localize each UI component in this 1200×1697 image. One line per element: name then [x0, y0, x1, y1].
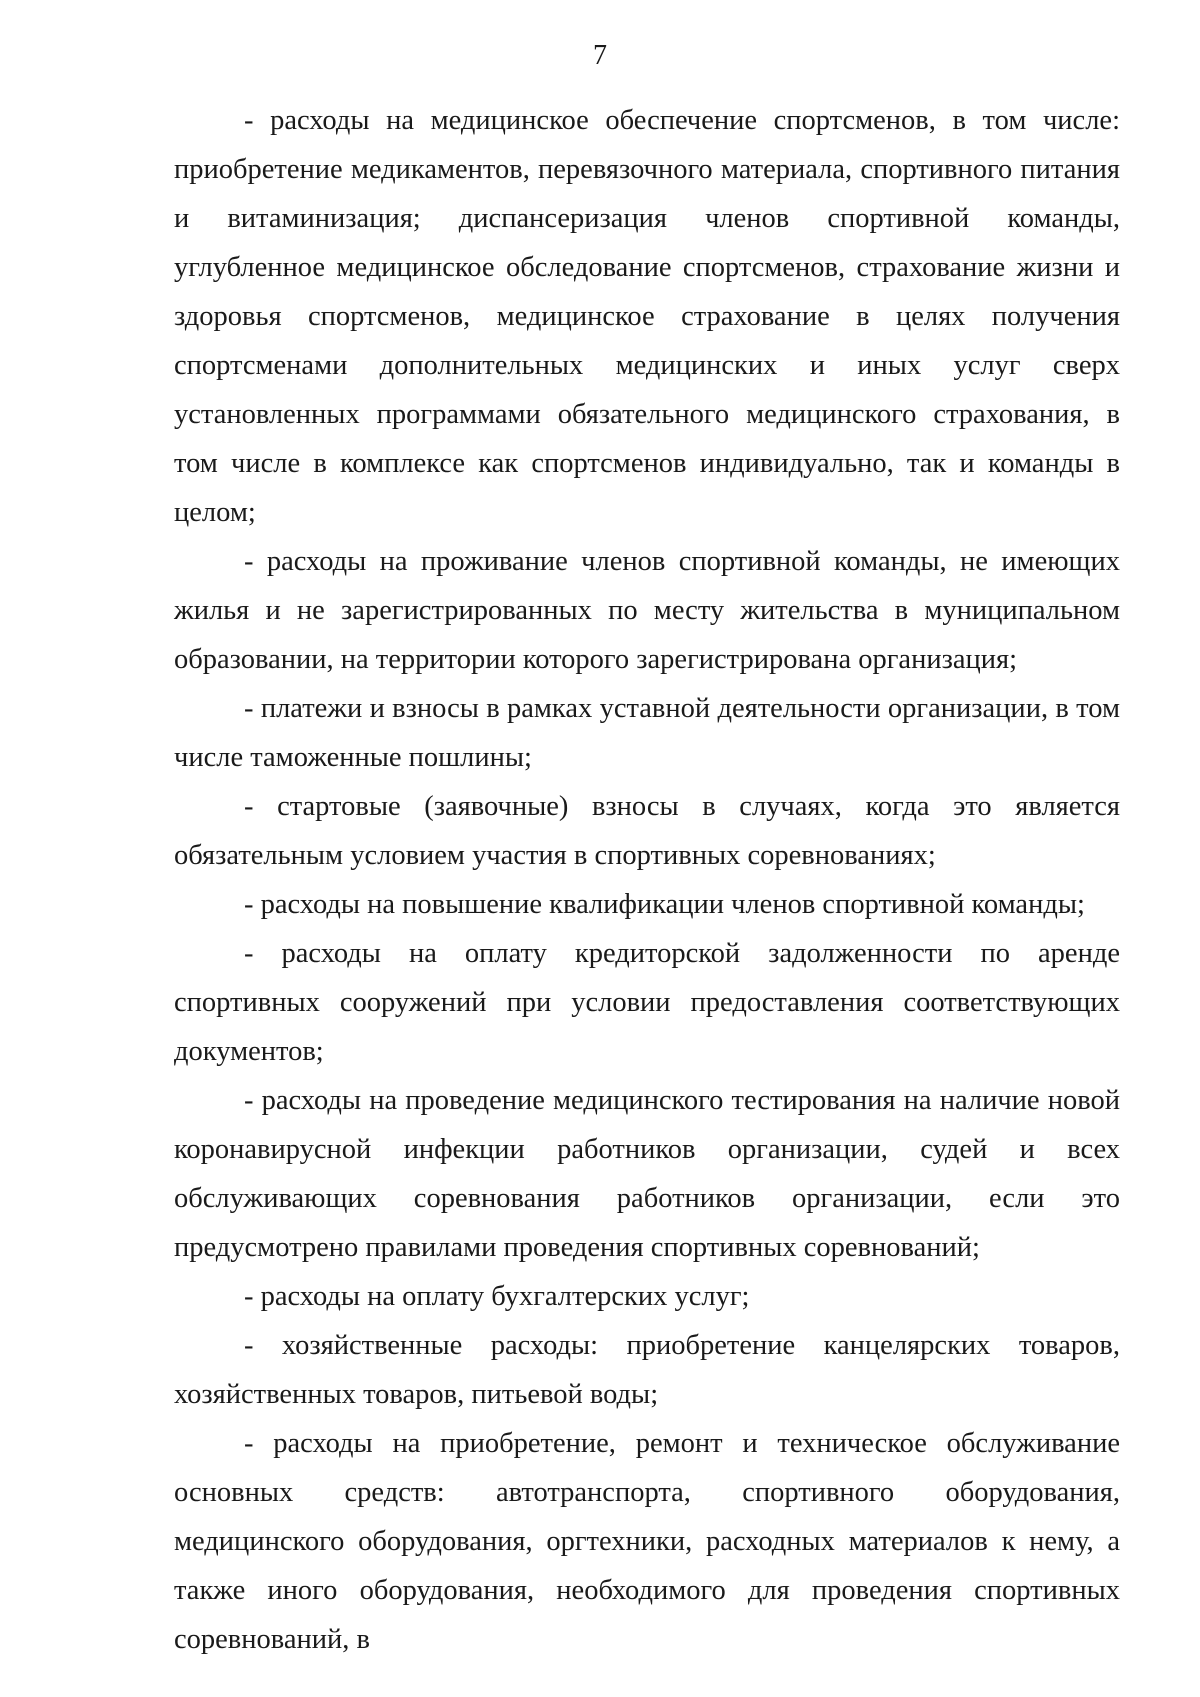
paragraph-household-expenses: - хозяйственные расходы: приобретение канцелярских товаров, хозяйственных товаров, питьевой воды;: [174, 1330, 1120, 1410]
paragraph-medical-expenses: - расходы на медицинское обеспечение спортсменов, в том числе: приобретение медикаментов, перевязочного материала, спортивного питания и витаминизация; диспансеризация членов спортивной команды, углубленное медицинское обследование спортсменов, страхование жизни и здоровья спортсменов, медицинское страхование в целях получения спортсменами дополнительных медицинских и иных услуг сверх установленных программами обязательного медицинского страхования, в том числе в комплексе как спортсменов индивидуально, так и команды в целом;: [174, 105, 1120, 528]
page-number: 7: [593, 40, 607, 71]
paragraph-fixed-assets-expenses: - расходы на приобретение, ремонт и техническое обслуживание основных средств: автотранспорта, спортивного оборудования, медицинского оборудования, оргтехники, расходных материалов к нему, а также иного оборудования, необходимого для проведения спортивных соревнований, в: [174, 1428, 1120, 1655]
paragraph-qualification-expenses: - расходы на повышение квалификации членов спортивной команды;: [244, 889, 1085, 920]
paragraph-accounting-expenses: - расходы на оплату бухгалтерских услуг;: [244, 1281, 750, 1312]
document-body: [174, 96, 1120, 1664]
paragraph-statutory-payments: - платежи и взносы в рамках уставной деятельности организации, в том числе таможенные пошлины;: [174, 693, 1120, 773]
paragraph-rent-debt-expenses: - расходы на оплату кредиторской задолженности по аренде спортивных сооружений при условии предоставления соответствующих документов;: [174, 938, 1120, 1067]
paragraph-accommodation-expenses: - расходы на проживание членов спортивной команды, не имеющих жилья и не зарегистрированных по месту жительства в муниципальном образовании, на территории которого зарегистрирована организация;: [174, 546, 1120, 675]
paragraph-covid-testing-expenses: - расходы на проведение медицинского тестирования на наличие новой коронавирусной инфекции работников организации, судей и всех обслуживающих соревнования работников организации, если это предусмотрено правилами проведения спортивных соревнований;: [174, 1085, 1120, 1263]
paragraph-entry-fees: - стартовые (заявочные) взносы в случаях, когда это является обязательным условием участия в спортивных соревнованиях;: [174, 791, 1120, 871]
